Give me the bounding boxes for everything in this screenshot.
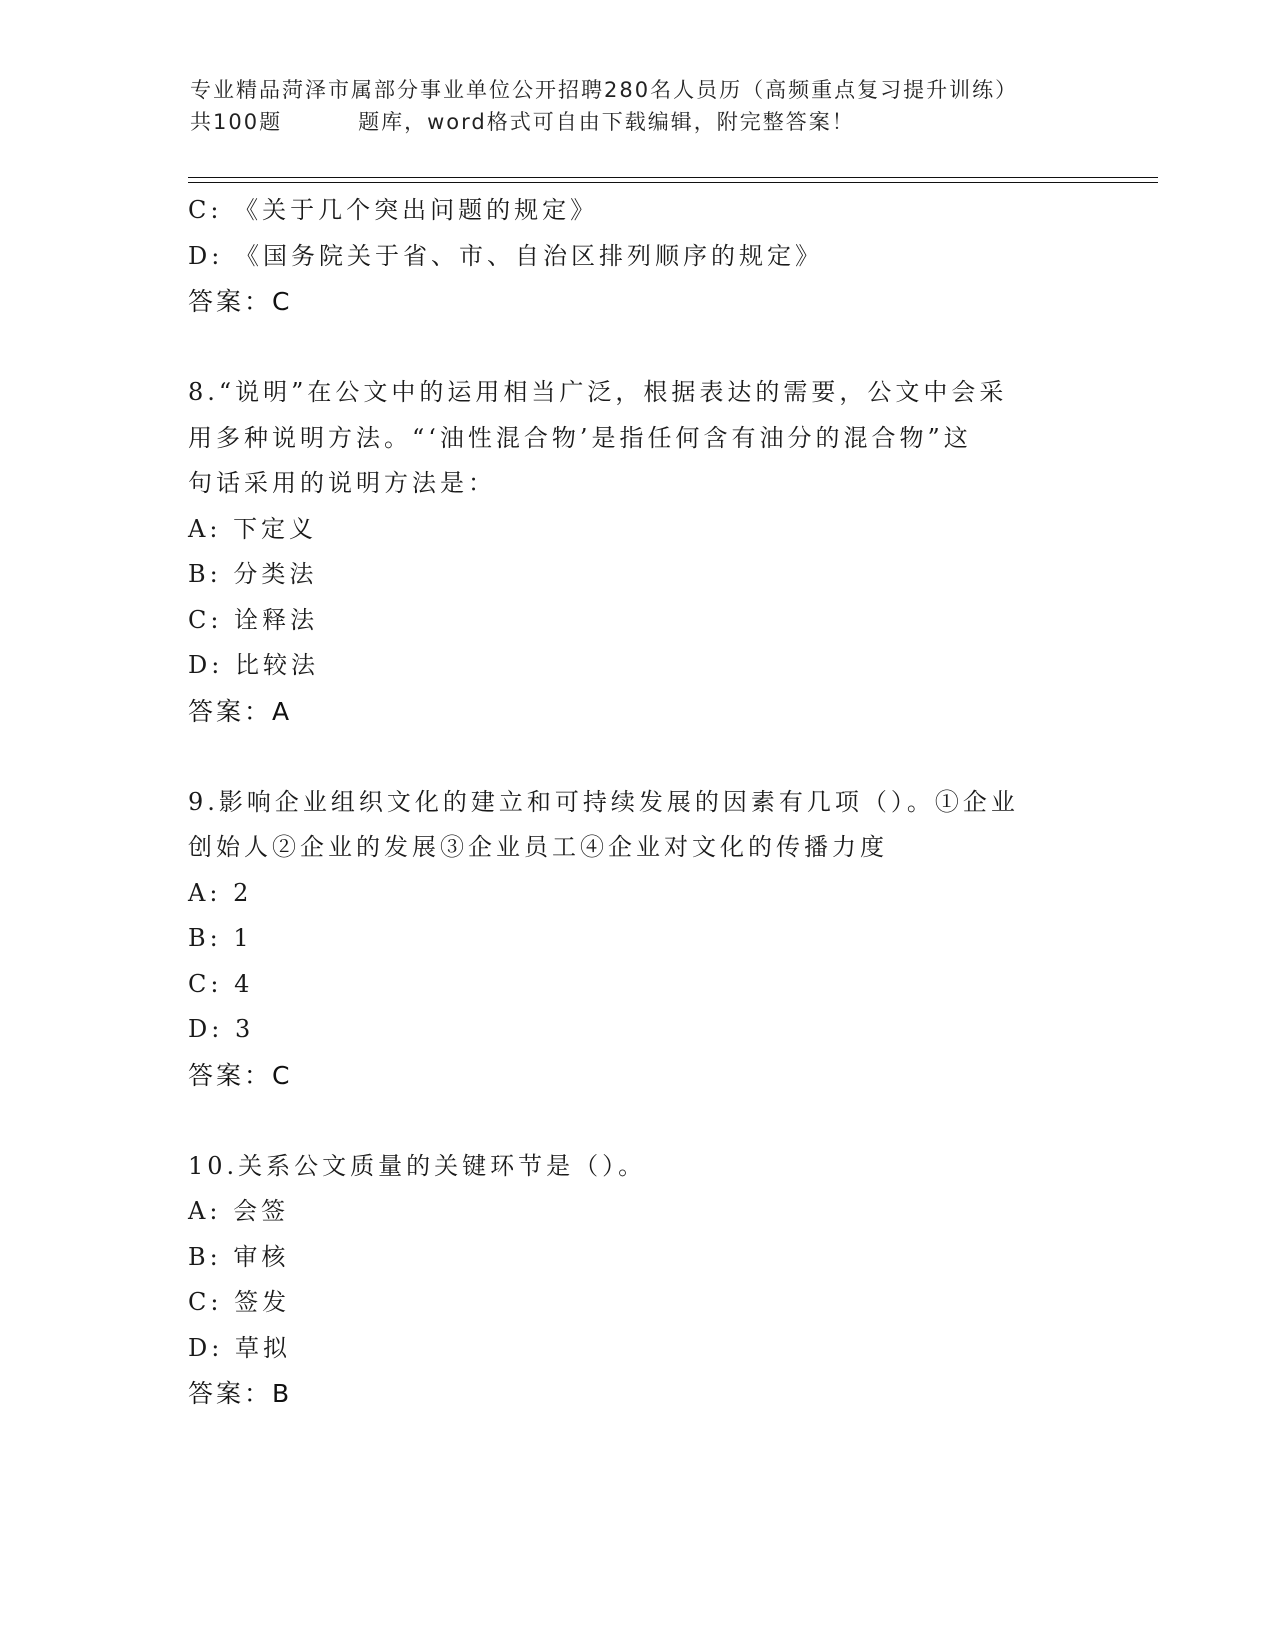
option-c: C: 签发 — [188, 1288, 291, 1316]
question-9 — [188, 780, 1068, 1099]
option-b: B: 分类法 — [188, 560, 318, 588]
header-rule-bottom — [188, 182, 1158, 183]
option-c: C: 《关于几个突出问题的规定》 — [188, 196, 599, 224]
option-b: B: 审核 — [188, 1242, 290, 1271]
option-d: D: 《国务院关于省、市、自治区排列顺序的规定》 — [188, 241, 823, 270]
header-rule-top — [188, 177, 1158, 178]
option-c: C: 4 — [188, 969, 254, 998]
option-d: D: 草拟 — [188, 1333, 291, 1362]
question-body — [188, 188, 1068, 1417]
option-b: B: 1 — [188, 924, 253, 952]
header-subtitle-line — [190, 106, 1090, 138]
previous-question-tail — [188, 188, 1068, 325]
header-description: 题库，word格式可自由下载编辑，附完整答案！ — [358, 110, 855, 134]
question-text-line: 用多种说明方法。“‘油性混合物’是指任何含有油分的混合物”这 — [188, 423, 972, 452]
page-header — [190, 74, 1090, 138]
option-d: D: 比较法 — [188, 651, 319, 679]
header-title-line: 专业精品菏泽市属部分事业单位公开招聘280名人员历（高频重点复习提升训练） — [190, 78, 1019, 102]
question-text-line: 10.关系公文质量的关键环节是（）。 — [188, 1151, 647, 1180]
answer-line: 答案：A — [188, 696, 293, 726]
question-8 — [188, 370, 1068, 734]
question-10 — [188, 1144, 1068, 1417]
question-text-line: 9.影响企业组织文化的建立和可持续发展的因素有几项（）。①企业 — [188, 787, 1019, 816]
header-question-count: 共100题 — [190, 110, 283, 134]
option-a: A: 2 — [188, 878, 253, 907]
answer-line: 答案：B — [188, 1379, 293, 1408]
question-text-line: 创始人②企业的发展③企业员工④企业对文化的传播力度 — [188, 833, 888, 861]
question-text-line: 句话采用的说明方法是： — [188, 469, 496, 497]
option-c: C: 诠释法 — [188, 605, 319, 634]
answer-line: 答案：C — [188, 287, 293, 316]
option-a: A: 会签 — [188, 1197, 290, 1225]
answer-line: 答案：C — [188, 1060, 293, 1090]
option-a: A: 下定义 — [188, 514, 318, 543]
question-text-line: 8.“说明”在公文中的运用相当广泛，根据表达的需要，公文中会采 — [188, 378, 1008, 406]
option-d: D: 3 — [188, 1015, 255, 1043]
